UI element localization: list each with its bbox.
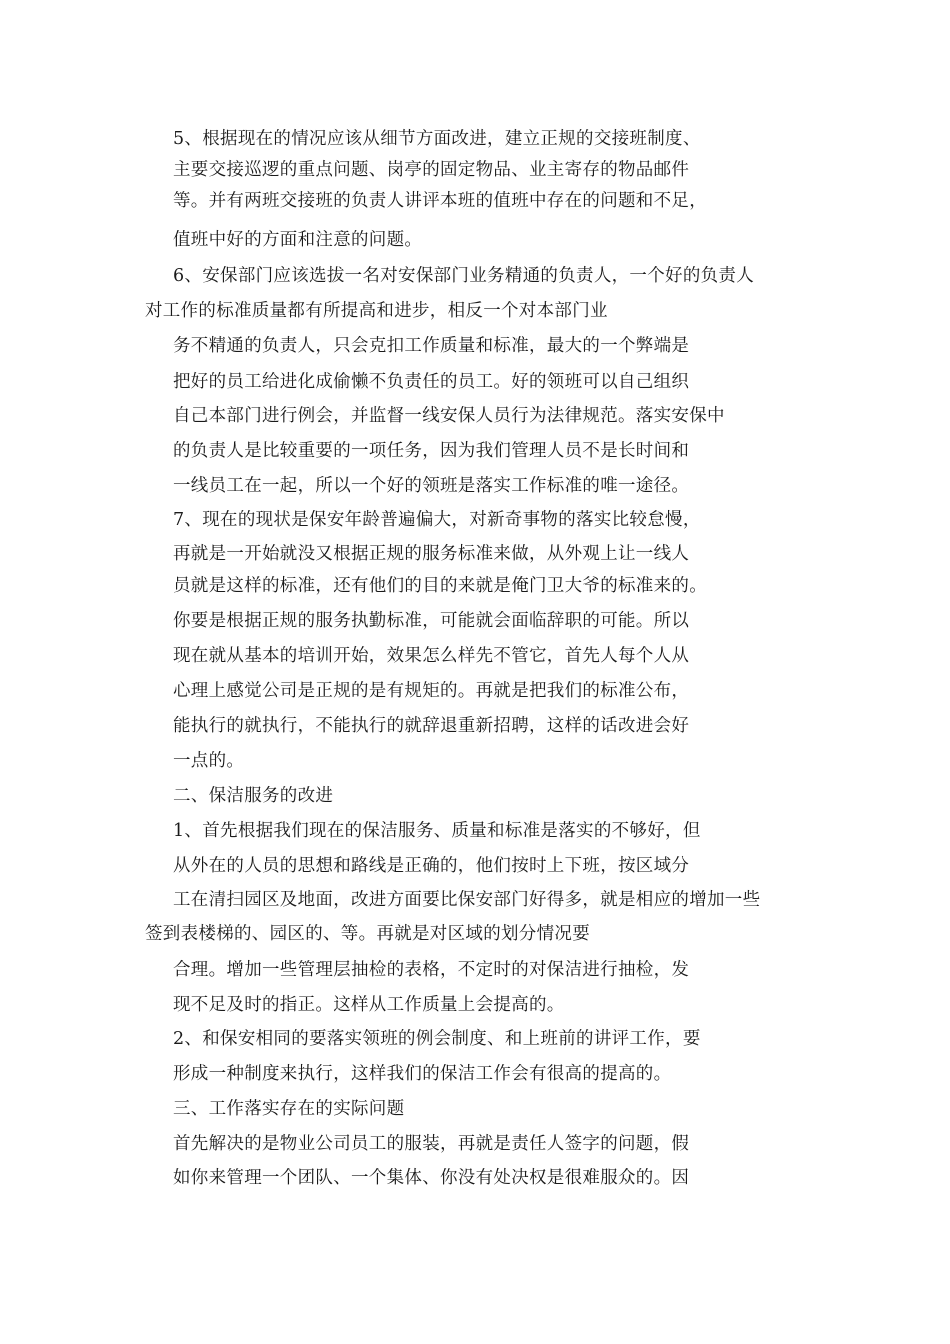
text-line: 5、根据现在的情况应该从细节方面改进，建立正规的交接班制度、	[173, 129, 701, 149]
text-line: 一线员工在一起，所以一个好的领班是落实工作标准的唯一途径。	[173, 476, 690, 496]
text-line: 的负责人是比较重要的一项任务，因为我们管理人员不是长时间和	[173, 441, 690, 461]
text-line: 现不足及时的指正。这样从工作质量上会提高的。	[173, 995, 565, 1015]
text-line: 如你来管理一个团队、一个集体、你没有处决权是很难服众的。因	[173, 1168, 690, 1188]
text-line: 首先解决的是物业公司员工的服装，再就是责任人签字的问题，假	[173, 1134, 690, 1154]
text-line: 工在清扫园区及地面，改进方面要比保安部门好得多，就是相应的增加一些	[173, 890, 761, 910]
text-line: 7、现在的现状是保安年龄普遍偏大，对新奇事物的落实比较怠慢，	[173, 510, 701, 530]
text-line: 1、首先根据我们现在的保洁服务、质量和标准是落实的不够好，但	[173, 821, 701, 841]
text-line: 形成一种制度来执行，这样我们的保洁工作会有很高的提高的。	[173, 1064, 672, 1084]
section-heading: 二、保洁服务的改进	[173, 786, 334, 806]
text-line: 员就是这样的标准，还有他们的目的来就是俺门卫大爷的标准来的。	[173, 576, 707, 596]
text-line: 把好的员工给进化成偷懒不负责任的员工。好的领班可以自己组织	[173, 372, 690, 392]
text-line: 务不精通的负责人，只会克扣工作质量和标准，最大的一个弊端是	[173, 336, 690, 356]
text-line: 一点的。	[173, 751, 245, 771]
text-line: 再就是一开始就没又根据正规的服务标准来做，从外观上让一线人	[173, 544, 690, 564]
text-line: 自己本部门进行例会，并监督一线安保人员行为法律规范。落实安保中	[173, 406, 725, 426]
text-line: 能执行的就执行，不能执行的就辞退重新招聘，这样的话改进会好	[173, 716, 690, 736]
text-line: 等。并有两班交接班的负责人讲评本班的值班中存在的问题和不足，	[173, 191, 707, 211]
text-line: 你要是根据正规的服务执勤标准，可能就会面临辞职的可能。所以	[173, 611, 690, 631]
text-line: 从外在的人员的思想和路线是正确的，他们按时上下班，按区域分	[173, 856, 690, 876]
text-line: 合理。增加一些管理层抽检的表格，不定时的对保洁进行抽检，发	[173, 960, 690, 980]
text-line: 主要交接巡逻的重点问题、岗亭的固定物品、业主寄存的物品邮件	[173, 160, 690, 180]
text-line: 现在就从基本的培训开始，效果怎么样先不管它，首先人每个人从	[173, 646, 690, 666]
text-line: 值班中好的方面和注意的问题。	[173, 230, 423, 250]
text-line: 签到表楼梯的、园区的、等。再就是对区域的划分情况要	[145, 924, 590, 944]
text-line: 对工作的标准质量都有所提高和进步，相反一个对本部门业	[145, 301, 608, 321]
section-heading: 三、工作落实存在的实际问题	[173, 1099, 405, 1119]
text-line: 2、和保安相同的要落实领班的例会制度、和上班前的讲评工作，要	[173, 1029, 701, 1049]
text-line: 心理上感觉公司是正规的是有规矩的。再就是把我们的标准公布，	[173, 681, 690, 701]
text-line: 6、安保部门应该选拔一名对安保部门业务精通的负责人，一个好的负责人	[173, 266, 755, 286]
